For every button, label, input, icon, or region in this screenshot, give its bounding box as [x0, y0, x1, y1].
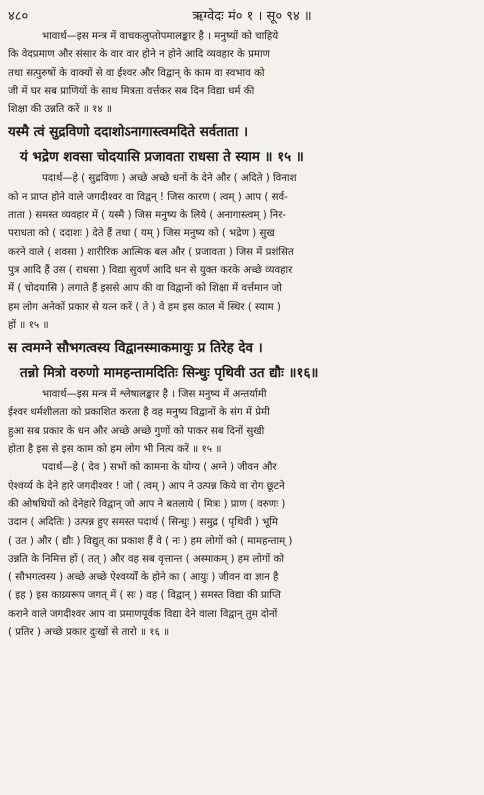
text-line: पदार्थ—हे ( देव ) सभों को कामना के योग्य ( अग्ने ) जीवन और: [42, 462, 277, 474]
text-line: भावार्थ—इस मन्त्र में वाचकलुप्तोपमालङ्कार है । मनुष्यों को चाहिये: [42, 31, 279, 42]
text-line: जी में घर सब प्राणियों के साथ मित्रता वर्त्तकर सब दिन विद्या धर्म की: [8, 85, 255, 97]
text-line: पराधता को ( ददाशः ) देते हैं तथा ( यम् ) जिस मनुष्य को ( भद्रेण ) सुख: [8, 228, 275, 240]
text-line: ताता ) समस्त व्यवहार में ( यस्मै ) जिस मनुष्य के लिये ( अनागास्त्वम् ) निर-: [8, 210, 287, 222]
padarth-paragraph-15: [8, 170, 476, 335]
padarth-paragraph-16: [8, 459, 476, 642]
text-line: हों ॥ १५ ॥: [8, 319, 49, 331]
text-line: को न प्राप्त होने वाले जगदीश्वर वा विद्वन् ! जिस कारण ( त्वम् ) आप ( सर्व-: [8, 191, 288, 203]
text-line: होता है इस से इस काम को हम लोग भी नित्य करें ॥ १५ ॥: [8, 444, 222, 456]
text-line: ऐश्वर्य्य के देने हारे जगदीश्वर ! जो ( त्वम् ) आप ने उत्पन्न किये वा रोग छूटने: [8, 480, 285, 492]
text-line: उन्नति के निमित्त हों ( तत् ) और वह सब वृत्तान्त ( अस्माकम् ) हम लोगों को: [8, 553, 285, 565]
text-line: हम लोग अनेकों प्रकार से यत्न करें ( ते ) वे हम इस काल में स्थिर ( स्याम ): [8, 301, 281, 313]
text-line: तथा सत्पुरुषों के वाक्यों से वा ईश्वर और विद्वान् के काम वा स्वभाव को: [8, 67, 265, 79]
text-line: कराने वाले जगदीश्वर आप वा प्रमाणपूर्वक विद्या देने वाला विद्वान् तुम दोनों: [8, 608, 278, 620]
text-line: उदान ( अदितिः ) उत्पन्न हुए समस्त पदार्थ ( सिन्धुः ) समुद्र ( पृथिवी ) भूमि: [8, 517, 278, 529]
running-title: ऋग्वेदः मं० १ । सू० ९४ ॥: [192, 9, 312, 24]
mantra-line: तन्नो मित्रो वरुणो मामहन्तामदितिः सिन्धुः पृथिवी उत द्यौः ॥१६॥: [20, 366, 319, 382]
mantra-15: [8, 120, 476, 170]
text-line: ( इह ) इस काय्र्यरूप जगत् में ( सः ) वह ( विद्वान् ) समस्त विद्या की प्राप्ति: [8, 590, 281, 602]
mantra-16: [8, 336, 476, 386]
page-number: ४८०: [8, 9, 29, 24]
mantra-line: स त्वमग्ने सौभगत्वस्य विद्वानस्माकमायुः प्र तिरेह देव ।: [8, 341, 263, 357]
text-line: शिक्षा की उन्नति करें ॥ १४ ॥: [8, 104, 113, 116]
text-line: पुत्र आदि हैं उस ( राधसा ) विद्या सुवर्ण आदि धन से युक्त करके अच्छे व्यवहार: [8, 264, 293, 276]
page-header: [8, 6, 476, 28]
text-line: कि वेदप्रमाण और संसार के वार वार होने न होने आदि व्यवहार के प्रमाण: [8, 49, 270, 61]
text-line: भावार्थ—इस मन्त्र में श्लेषालङ्कार है । जिस मनुष्य में अन्तर्यामी: [42, 389, 267, 401]
text-line: करने वाले ( शवसा ) शारीरिक आत्मिक बल और ( प्रजावता ) जिस में प्रशंसित: [8, 246, 294, 258]
text-line: पदार्थ—हे ( सुद्रविणः ) अच्छे अच्छे धनों के देने और ( अदिते ) विनाश: [42, 173, 297, 185]
text-line: ईश्वर धर्मशीलता को प्रकाशित करता है वह मनुष्य विद्वानों के संग में प्रेमी: [8, 407, 270, 419]
text-line: ( प्रतिर ) अच्छे प्रकार दुःखों से तारो ॥ १६ ॥: [8, 627, 170, 639]
text-line: हुआ सब प्रकार के धन और अच्छे अच्छे गुणों को पाकर सब दिनों सुखी: [8, 425, 265, 437]
text-line: की ओषधियों को देनेहारे विद्वान् जो आप ने बतलाये ( मित्रः ) प्राण ( वरुणः ): [8, 498, 286, 510]
bhavarth-paragraph-15: [8, 386, 476, 459]
text-line: ( सौभगत्वस्य ) अच्छे अच्छे ऐश्वर्य्यों के होने का ( आयुः ) जीवन वा ज्ञान है: [8, 572, 279, 584]
text-line: में ( चोदयासि ) लगाते हैं इससे आप की वा विद्वानों को शिक्षा में वर्त्तमान जो: [8, 283, 282, 295]
text-line: ( उत ) और ( द्यौः ) विद्युत् का प्रकाश हैं वे ( नः ) हम लोगों को ( मामहन्ताम् ): [8, 535, 293, 547]
bhavarth-paragraph-14: [8, 28, 476, 119]
mantra-line: यं भद्रेण शवसा चोदयासि प्रजावता राधसा ते स्याम ॥ १५ ॥: [20, 150, 304, 166]
mantra-line: यस्मै त्वं सुद्रविणो ददाशोऽनागास्त्वमदिते सर्वताता ।: [8, 125, 249, 141]
